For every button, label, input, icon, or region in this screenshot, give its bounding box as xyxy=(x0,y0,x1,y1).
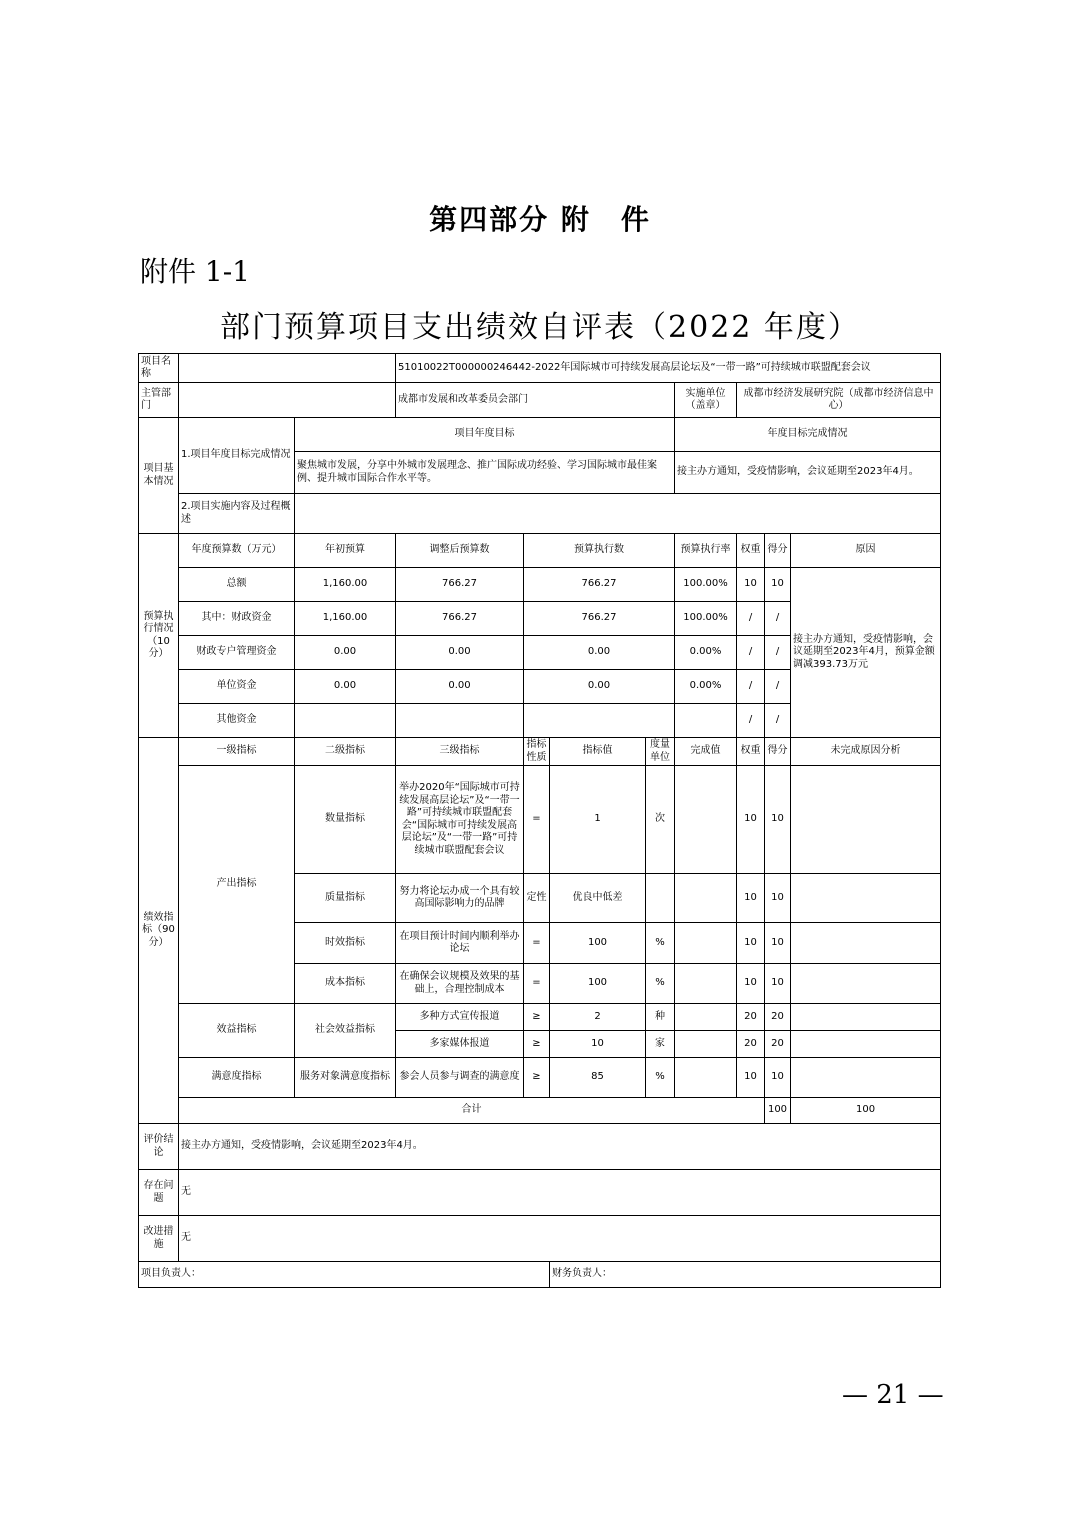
budget-header: 预算执行率 xyxy=(675,534,737,568)
budget-header: 权重 xyxy=(737,534,765,568)
indicator-score: 20 xyxy=(765,1004,791,1031)
indicator-weight: 20 xyxy=(737,1004,765,1031)
indicator-weight: 10 xyxy=(737,1058,765,1098)
budget-adjusted: 766.27 xyxy=(396,602,524,636)
page-number: — 21 — xyxy=(842,1380,944,1410)
level2-indicator: 质量指标 xyxy=(295,874,396,923)
table-row xyxy=(139,766,941,874)
indicator-weight: 10 xyxy=(737,923,765,964)
indicator-header: 二级指标 xyxy=(295,738,396,766)
total-row xyxy=(139,1098,941,1124)
budget-row-label: 单位资金 xyxy=(179,670,295,704)
budget-initial: 0.00 xyxy=(295,636,396,670)
indicator-header: 完成值 xyxy=(675,738,737,766)
budget-weight: / xyxy=(737,636,765,670)
budget-row-label: 总额 xyxy=(179,568,295,602)
indicator-score: 10 xyxy=(765,874,791,923)
department-value: 成都市发展和改革委员会部门 xyxy=(396,383,675,418)
budget-score: / xyxy=(765,670,791,704)
satisfaction-indicator-label: 满意度指标 xyxy=(179,1058,295,1098)
indicator-nature: ≥ xyxy=(524,1004,550,1031)
budget-executed: 0.00 xyxy=(524,636,675,670)
indicator-value: 2 xyxy=(550,1004,646,1031)
level3-indicator: 努力将论坛办成一个具有较高国际影响力的品牌 xyxy=(396,874,524,923)
budget-row-label: 财政专户管理资金 xyxy=(179,636,295,670)
level2-indicator: 数量指标 xyxy=(295,766,396,874)
social-benefit-label: 社会效益指标 xyxy=(295,1004,396,1058)
budget-rate: 100.00% xyxy=(675,568,737,602)
satisfaction-sub-label: 服务对象满意度指标 xyxy=(295,1058,396,1098)
indicator-score: 20 xyxy=(765,1031,791,1058)
finance-lead-label: 财务负责人： xyxy=(550,1262,941,1288)
budget-rate xyxy=(675,704,737,738)
budget-weight: / xyxy=(737,670,765,704)
level2-indicator: 时效指标 xyxy=(295,923,396,964)
measures-label: 改进措施 xyxy=(139,1216,179,1262)
budget-score: / xyxy=(765,704,791,738)
form-title: 部门预算项目支出绩效自评表（2022 年度） xyxy=(220,310,860,345)
indicator-score: 10 xyxy=(765,923,791,964)
budget-adjusted: 0.00 xyxy=(396,636,524,670)
budget-executed: 766.27 xyxy=(524,602,675,636)
budget-adjusted: 0.00 xyxy=(396,670,524,704)
indicator-done xyxy=(675,923,737,964)
budget-score: / xyxy=(765,602,791,636)
budget-section-label: 预算执行情况（10分） xyxy=(139,534,179,738)
department-row xyxy=(139,383,941,418)
budget-header: 调整后预算数 xyxy=(396,534,524,568)
part-title: 第四部分 附 件 xyxy=(429,203,651,236)
annual-goal-text: 聚焦城市发展，分享中外城市发展理念、推广国际成功经验、学习国际城市最佳案例、提升城市国际合作水平等。 xyxy=(295,452,675,494)
budget-initial: 1,160.00 xyxy=(295,602,396,636)
budget-row-label: 其他资金 xyxy=(179,704,295,738)
table-row xyxy=(139,1058,941,1098)
indicator-score: 10 xyxy=(765,1058,791,1098)
indicator-nature: ≥ xyxy=(524,1031,550,1058)
indicator-weight: 10 xyxy=(737,874,765,923)
budget-initial: 0.00 xyxy=(295,670,396,704)
budget-initial xyxy=(295,704,396,738)
indicator-value: 1 xyxy=(550,766,646,874)
budget-weight: / xyxy=(737,602,765,636)
project-lead-label: 项目负责人： xyxy=(139,1262,550,1288)
output-indicator-label: 产出指标 xyxy=(179,766,295,1004)
benefit-indicator-label: 效益指标 xyxy=(179,1004,295,1058)
indicator-analysis xyxy=(791,1031,941,1058)
indicator-analysis xyxy=(791,923,941,964)
budget-header: 原因 xyxy=(791,534,941,568)
indicator-score: 10 xyxy=(765,964,791,1004)
process-row xyxy=(139,494,941,534)
indicator-analysis xyxy=(791,1058,941,1098)
indicator-header: 未完成原因分析 xyxy=(791,738,941,766)
indicator-done xyxy=(675,1031,737,1058)
basic-info-label: 项目基本情况 xyxy=(139,418,179,534)
attachment-label: 附件 1-1 xyxy=(140,255,250,288)
impl-unit-value: 成都市经济发展研究院（成都市经济信息中心） xyxy=(737,383,941,418)
indicator-weight: 10 xyxy=(737,766,765,874)
level2-indicator: 成本指标 xyxy=(295,964,396,1004)
indicator-analysis xyxy=(791,766,941,874)
budget-weight: / xyxy=(737,704,765,738)
performance-section-label: 绩效指标（90分） xyxy=(139,738,179,1124)
indicator-unit: % xyxy=(646,964,675,1004)
goal-header-row xyxy=(139,418,941,452)
project-name-label: 项目名称 xyxy=(139,354,179,383)
indicator-analysis xyxy=(791,874,941,923)
budget-header: 年初预算 xyxy=(295,534,396,568)
total-label: 合计 xyxy=(179,1098,765,1124)
measures-row xyxy=(139,1216,941,1262)
total-score: 100 xyxy=(791,1098,941,1124)
indicator-unit: % xyxy=(646,1058,675,1098)
indicator-header-row xyxy=(139,738,941,766)
indicator-header: 三级指标 xyxy=(396,738,524,766)
indicator-done xyxy=(675,766,737,874)
indicator-weight: 20 xyxy=(737,1031,765,1058)
indicator-header: 权重 xyxy=(737,738,765,766)
conclusion-text: 接主办方通知，受疫情影响，会议延期至2023年4月。 xyxy=(179,1124,941,1170)
table-row xyxy=(139,568,941,602)
completion-text: 接主办方通知，受疫情影响，会议延期至2023年4月。 xyxy=(675,452,941,494)
impl-unit-label: 实施单位（盖章） xyxy=(675,383,737,418)
budget-adjusted xyxy=(396,704,524,738)
indicator-nature: ≥ xyxy=(524,1058,550,1098)
indicator-unit xyxy=(646,874,675,923)
indicator-header: 一级指标 xyxy=(179,738,295,766)
indicator-unit: % xyxy=(646,923,675,964)
indicator-value: 优良中低差 xyxy=(550,874,646,923)
department-label: 主管部门 xyxy=(139,383,179,418)
indicator-value: 100 xyxy=(550,964,646,1004)
goal-completion-label: 1.项目年度目标完成情况 xyxy=(179,418,295,494)
budget-executed: 766.27 xyxy=(524,568,675,602)
indicator-header: 得分 xyxy=(765,738,791,766)
level3-indicator: 多家媒体报道 xyxy=(396,1031,524,1058)
indicator-header: 度量单位 xyxy=(646,738,675,766)
project-name-value: 51010022T000000246442-2022年国际城市可持续发展高层论坛及“一带一路”可持续城市联盟配套会议 xyxy=(396,354,941,383)
budget-row-label: 其中：财政资金 xyxy=(179,602,295,636)
budget-score: / xyxy=(765,636,791,670)
budget-adjusted: 766.27 xyxy=(396,568,524,602)
problems-label: 存在问题 xyxy=(139,1170,179,1216)
budget-weight: 10 xyxy=(737,568,765,602)
conclusion-label: 评价结论 xyxy=(139,1124,179,1170)
conclusion-row xyxy=(139,1124,941,1170)
level3-indicator: 在确保会议规模及效果的基础上，合理控制成本 xyxy=(396,964,524,1004)
indicator-header: 指标值 xyxy=(550,738,646,766)
indicator-unit: 种 xyxy=(646,1004,675,1031)
indicator-done xyxy=(675,874,737,923)
level3-indicator: 多种方式宣传报道 xyxy=(396,1004,524,1031)
indicator-nature: = xyxy=(524,923,550,964)
indicator-analysis xyxy=(791,1004,941,1031)
indicator-done xyxy=(675,1058,737,1098)
indicator-nature: 定性 xyxy=(524,874,550,923)
indicator-unit: 次 xyxy=(646,766,675,874)
budget-header: 年度预算数（万元） xyxy=(179,534,295,568)
budget-header: 预算执行数 xyxy=(524,534,675,568)
signature-row xyxy=(139,1262,941,1288)
level3-indicator: 在项目预计时间内顺利举办论坛 xyxy=(396,923,524,964)
level3-indicator: 举办2020年“国际城市可持续发展高层论坛”及“一带一路”可持续城市联盟配套会“国际城市可持续发展高层论坛”及“一带一路”可持续城市联盟配套会议 xyxy=(396,766,524,874)
indicator-value: 10 xyxy=(550,1031,646,1058)
budget-initial: 1,160.00 xyxy=(295,568,396,602)
budget-header: 得分 xyxy=(765,534,791,568)
budget-header-row xyxy=(139,534,941,568)
indicator-value: 85 xyxy=(550,1058,646,1098)
indicator-nature: = xyxy=(524,766,550,874)
budget-rate: 0.00% xyxy=(675,636,737,670)
indicator-nature: = xyxy=(524,964,550,1004)
budget-score: 10 xyxy=(765,568,791,602)
self-evaluation-table xyxy=(138,353,941,1288)
process-label: 2.项目实施内容及过程概述 xyxy=(179,494,295,534)
table-row xyxy=(139,1004,941,1031)
project-name-row xyxy=(139,354,941,383)
measures-text: 无 xyxy=(179,1216,941,1262)
indicator-header: 指标性质 xyxy=(524,738,550,766)
budget-executed xyxy=(524,704,675,738)
indicator-done xyxy=(675,1004,737,1031)
budget-reason: 接主办方通知，受疫情影响，会议延期至2023年4月，预算金额调减393.73万元 xyxy=(791,568,941,738)
annual-goal-header: 项目年度目标 xyxy=(295,418,675,452)
problems-text: 无 xyxy=(179,1170,941,1216)
total-weight: 100 xyxy=(765,1098,791,1124)
indicator-done xyxy=(675,964,737,1004)
indicator-weight: 10 xyxy=(737,964,765,1004)
completion-header: 年度目标完成情况 xyxy=(675,418,941,452)
budget-executed: 0.00 xyxy=(524,670,675,704)
indicator-unit: 家 xyxy=(646,1031,675,1058)
problems-row xyxy=(139,1170,941,1216)
indicator-value: 100 xyxy=(550,923,646,964)
budget-rate: 100.00% xyxy=(675,602,737,636)
level3-indicator: 参会人员参与调查的满意度 xyxy=(396,1058,524,1098)
budget-rate: 0.00% xyxy=(675,670,737,704)
indicator-score: 10 xyxy=(765,766,791,874)
indicator-analysis xyxy=(791,964,941,1004)
